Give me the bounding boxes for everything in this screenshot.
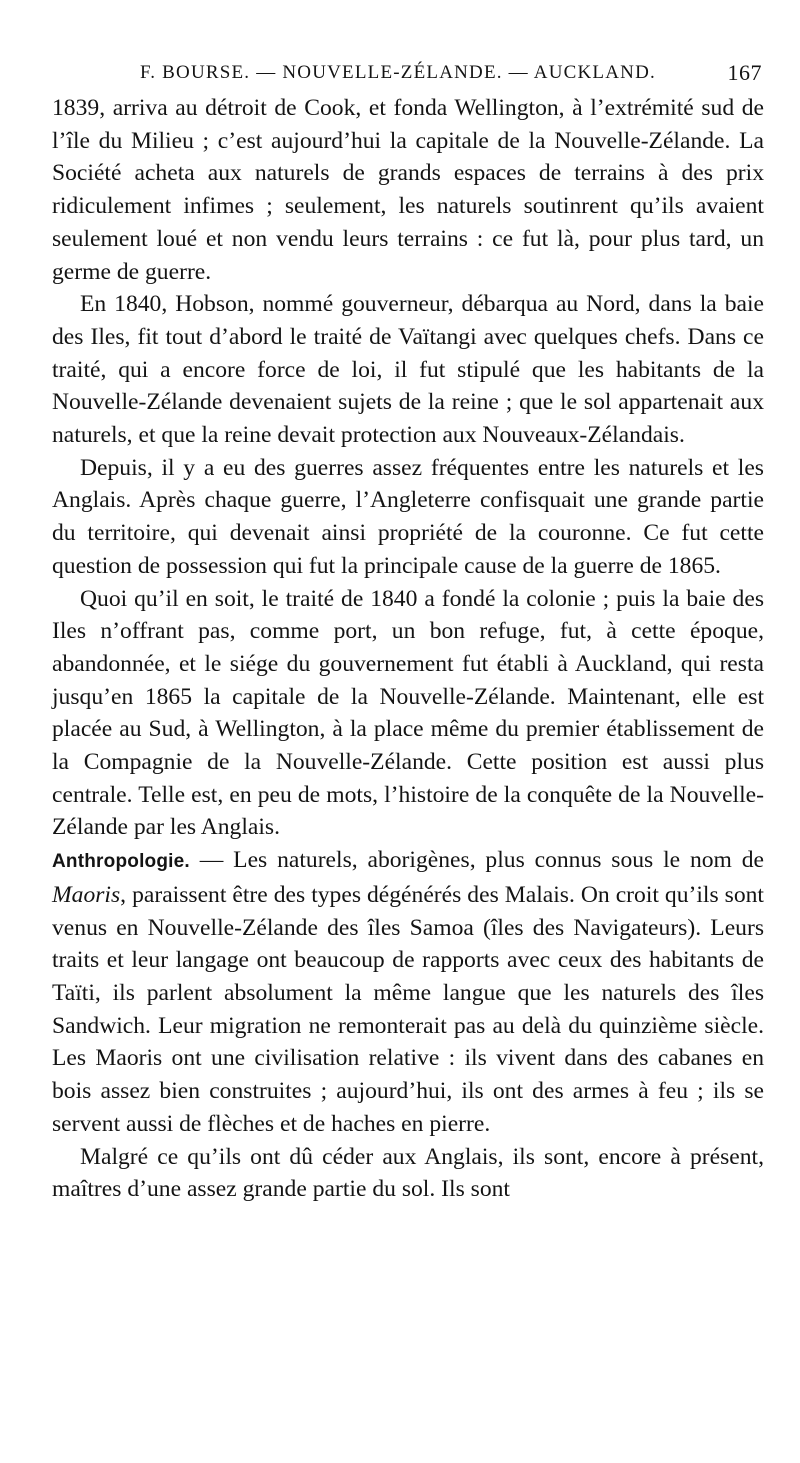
section-title-anthropology: Anthropologie. (52, 851, 190, 873)
anthropology-text: , paraissent être des types dégénérés des Malais. On croit qu’ils sont venus en Nouvelle-Zélande des îles Samoa (îles des Navigateurs). Leurs traits et leur langage ont beaucoup de rapports avec ceux des habitants de Taïti, ils parlent absolument la même langue que les naturels des îles Sandwich. Leur migration ne remonterait pas au delà du quinzième siècle. Les Maoris ont une civilisation relative : ils vivent dans des cabanes en bois assez bien construites ; aujourd’hui, ils ont des armes à feu ; ils se servent aussi de flèches et de haches en pierre. (52, 881, 764, 1137)
paragraph-wars: Depuis, il y a eu des guerres assez fréquentes entre les naturels et les Anglais. Après chaque guerre, l’Angleterre confisquait une grande partie du territoire, qui devenait ainsi propriété de la couronne. Ce fut cette question de possession qui fut la principale cause de la guerre de 1865. (52, 454, 764, 579)
running-title: F. BOURSE. — NOUVELLE-ZÉLANDE. — AUCKLAND. (140, 62, 656, 83)
paragraph-wellington: 1839, arriva au détroit de Cook, et fonda Wellington, à l’extrémité sud de l’île du Milieu ; c’est aujourd’hui la capitale de la Nouvelle-Zélande. La Société acheta aux naturels de grands espaces de terrains à des prix ridiculement infimes ; seulement, les naturels soutinrent qu’ils avaient seulement loué et non vendu leurs terrains : ce fut là, pour plus tard, un germe de guerre. (52, 95, 764, 285)
paragraph-closing: Malgré ce qu’ils ont dû céder aux Anglais, ils sont, encore à présent, maîtres d’une assez grande partie du sol. Ils sont (52, 1143, 764, 1203)
page-number: 167 (727, 60, 762, 85)
body-text (52, 92, 764, 1206)
book-page (52, 58, 764, 1206)
paragraph-anthropology (52, 844, 764, 1140)
paragraph-hobson: En 1840, Hobson, nommé gouverneur, débarqua au Nord, dans la baie des Iles, fit tout d’abord le traité de Vaïtangi avec quelques chefs. Dans ce traité, qui a encore force de loi, il fut stipulé que les habitants de la Nouvelle-Zélande devenaient sujets de la reine ; que le sol appartenait aux naturels, et que la reine devait protection aux Nouveaux-Zélandais. (52, 291, 764, 449)
paragraph-capital: Quoi qu’il en soit, le traité de 1840 a fondé la colonie ; puis la baie des Iles n’offrant pas, comme port, un bon refuge, fut, à cette époque, abandonnée, et le siége du gouvernement fut établi à Auckland, qui resta jusqu’en 1865 la capitale de la Nouvelle-Zélande. Maintenant, elle est placée au Sud, à Wellington, à la place même du premier établissement de la Compagnie de la Nouvelle-Zélande. Cette position est aussi plus centrale. Telle est, en peu de mots, l’histoire de la conquête de la Nouvelle-Zélande par les Anglais. (52, 585, 764, 841)
running-header (52, 58, 764, 92)
maoris-term: Maoris (52, 881, 121, 908)
anthropology-lead: — Les naturels, aborigènes, plus connus sous le nom de (189, 847, 764, 874)
